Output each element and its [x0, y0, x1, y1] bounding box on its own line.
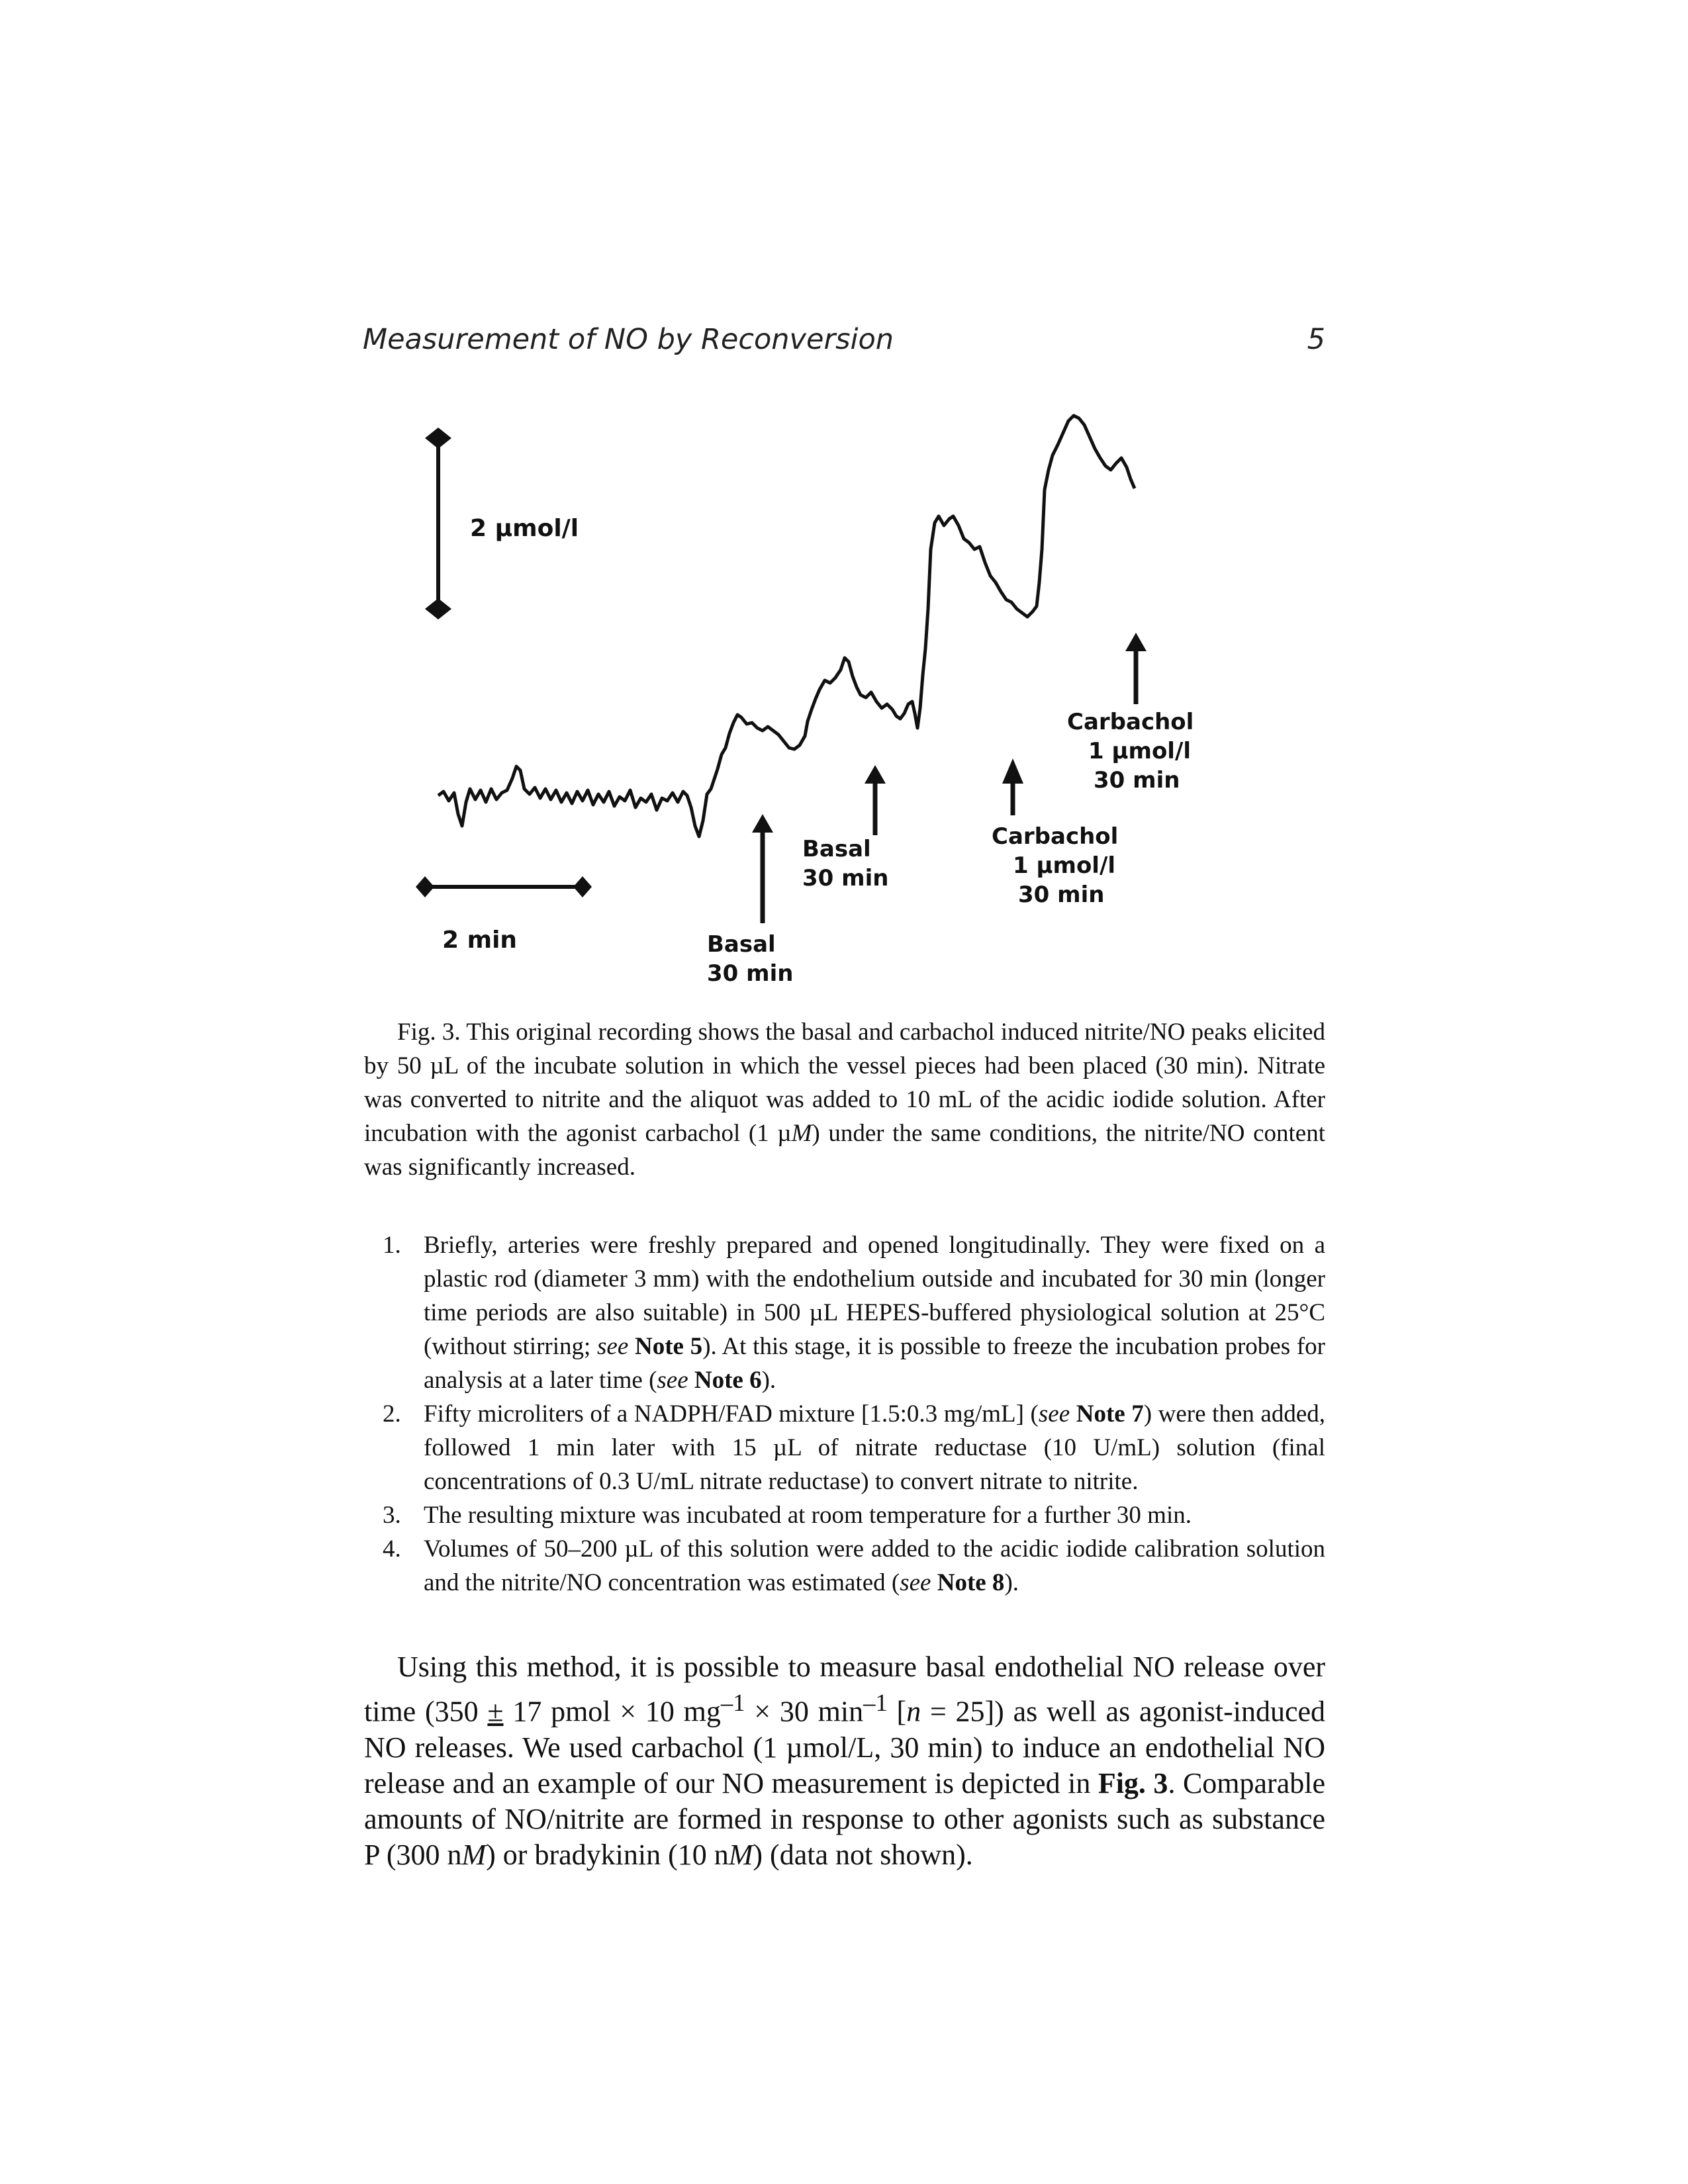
n-italic: n: [906, 1695, 921, 1728]
step-item: [364, 1532, 1325, 1600]
step-text: Fifty microliters of a NADPH/FAD mixture [1.5:0.3 mg/mL] (: [424, 1400, 1039, 1428]
step-text: Briefly, arteries were freshly prepared and opened longitudinally. They were fixed on a plastic rod (diameter 3 mm) with the endothelium outside and incubated for 30 min (longer time periods are also suitable) in 500 µL HEPES-buffered physiological solution at 25°C (without stirring;: [424, 1232, 1325, 1360]
step-item: [364, 1228, 1325, 1397]
recording-trace: [438, 416, 1135, 837]
horizontal-scale-label: 2 min: [442, 927, 518, 954]
note-ref: Note 6: [694, 1367, 762, 1394]
running-title: Measurement of NO by Reconversion: [363, 323, 894, 356]
step-text: ).: [1004, 1569, 1019, 1596]
step-text: Volumes of 50–200 µL of this solution were added to the acidic iodide calibration solution and the nitrite/NO concentration was estimated (: [424, 1535, 1325, 1596]
label-carbachol-1-line2: 1 µmol/l: [1013, 852, 1116, 879]
figure-ref: Fig. 3: [1098, 1766, 1168, 1799]
label-basal-1-line2: 30 min: [707, 960, 794, 987]
step-text: ).: [761, 1367, 776, 1394]
see-ref: see: [1038, 1400, 1070, 1428]
procedure-steps: [364, 1228, 1325, 1600]
label-basal-2: [802, 836, 888, 891]
body-text: 17 pmol × 10 mg: [503, 1695, 721, 1728]
see-ref: see: [597, 1333, 629, 1360]
see-ref: see: [900, 1569, 931, 1596]
see-ref: see: [657, 1367, 688, 1394]
step-number: 2.: [383, 1400, 401, 1428]
note-ref: Note 8: [937, 1569, 1005, 1596]
label-carbachol-1-line1: Carbachol: [992, 823, 1119, 850]
body-text: ) (data not shown).: [753, 1838, 973, 1871]
horizontal-scale-bar: [416, 876, 592, 897]
note-ref: Note 5: [634, 1333, 703, 1360]
figure-caption: [364, 1015, 1325, 1184]
plus-minus: ±: [487, 1695, 504, 1728]
label-basal-1-line1: Basal: [707, 931, 776, 958]
note-ref: Note 7: [1076, 1400, 1144, 1428]
label-carbachol-1-line3: 30 min: [1018, 882, 1105, 908]
vertical-scale-bar: [425, 428, 451, 619]
page-number: 5: [1307, 323, 1325, 356]
label-carbachol-1: [992, 823, 1118, 908]
superscript: –1: [863, 1689, 888, 1716]
arrow-basal-1: [752, 814, 773, 923]
label-carbachol-2-line2: 1 µmol/l: [1088, 738, 1192, 764]
step-text: The resulting mixture was incubated at room temperature for a further 30 min.: [424, 1502, 1192, 1529]
label-basal-2-line2: 30 min: [802, 865, 889, 891]
body-paragraph: [364, 1649, 1325, 1873]
caption-text: This original recording shows the basal and carbachol induced nitrite/NO peaks elicited by 50 µL of the incubate solution in which the vessel pieces had been placed (30 min). Nitrate was converted to nitrite and the aliquot was added to 10 mL of the acidic iodide solution. After incubation with the agonist carbachol (1 µ: [364, 1019, 1325, 1147]
body-text: . Comparable amounts of NO/nitrite are formed in response to other agonists such as substance P (300 n: [364, 1766, 1325, 1871]
body-text: × 30 min: [745, 1695, 864, 1728]
running-header: [363, 323, 1325, 363]
arrow-carbachol-1: [1002, 758, 1023, 815]
step-number: 1.: [383, 1232, 401, 1259]
caption-label: Fig. 3.: [397, 1019, 461, 1046]
label-carbachol-2-line1: Carbachol: [1067, 709, 1194, 735]
step-text: ). At this stage, it is possible to freeze the incubation probes for analysis at a later time (: [424, 1333, 1325, 1394]
caption-unit: M: [791, 1120, 812, 1147]
caption-text-end: ) under the same conditions, the nitrite/NO content was significantly increased.: [364, 1120, 1325, 1181]
step-item: [364, 1498, 1325, 1532]
step-text: ) were then added, followed 1 min later with 15 µL of nitrate reductase (10 U/mL) solution (final concentrations of 0.3 U/mL nitrate reductase) to convert nitrate to nitrite.: [424, 1400, 1326, 1495]
step-item: [364, 1397, 1325, 1498]
figure-3-recording: [397, 384, 1311, 999]
unit-italic: M: [728, 1838, 753, 1871]
arrow-basal-2: [865, 765, 886, 835]
step-number: 4.: [383, 1535, 401, 1563]
superscript: –1: [720, 1689, 745, 1716]
label-basal-1: [707, 931, 793, 987]
vertical-scale-label: 2 µmol/l: [470, 515, 579, 542]
label-basal-2-line1: Basal: [802, 836, 871, 862]
step-number: 3.: [383, 1502, 401, 1529]
body-text: [: [887, 1695, 907, 1728]
body-text: ) or bradykinin (10 n: [486, 1838, 729, 1871]
body-text: Using this method, it is possible to measure basal endothelial NO release over time (350: [364, 1651, 1325, 1728]
unit-italic: M: [461, 1838, 487, 1871]
body-text: = 25]) as well as agonist-induced NO releases. We used carbachol (1 µmol/L, 30 min) to induce an endothelial NO release and an example of our NO measurement is depicted in: [364, 1695, 1326, 1799]
arrow-carbachol-2: [1125, 633, 1147, 704]
label-carbachol-2-line3: 30 min: [1094, 767, 1180, 794]
label-carbachol-2: [1067, 709, 1194, 794]
